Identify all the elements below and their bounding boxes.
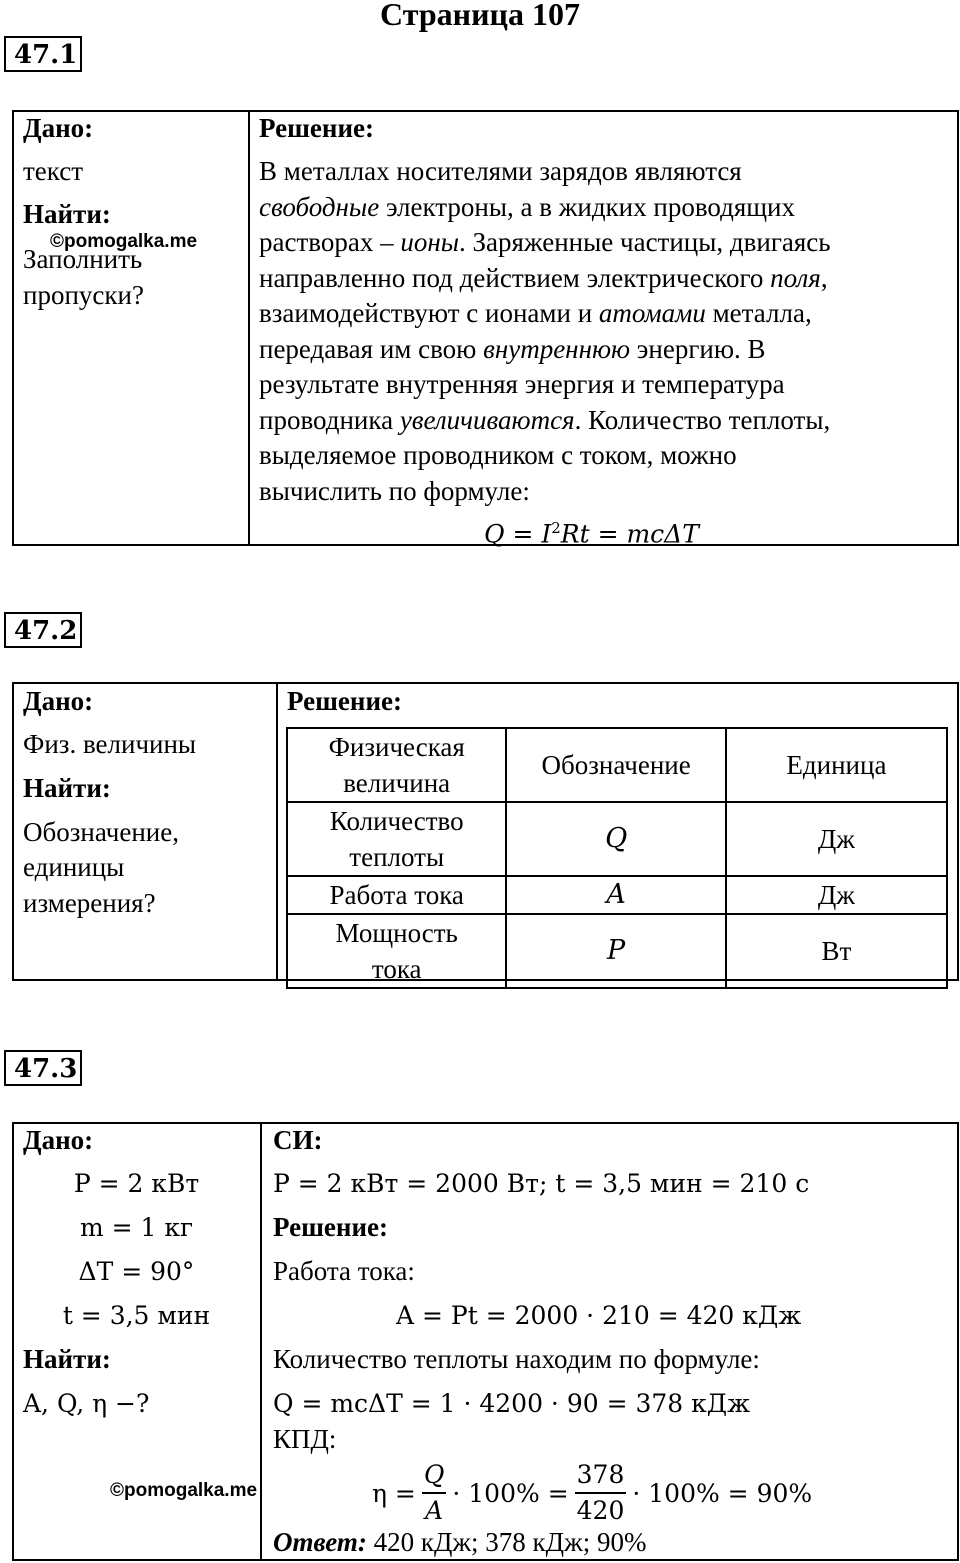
cell-quantity: Мощность тока — [287, 914, 506, 988]
solution-step-heat: Количество теплоты находим по формуле: — [273, 1344, 760, 1374]
find-value-line1: Обозначение, — [23, 817, 179, 847]
header-symbol: Обозначение — [506, 728, 725, 802]
si-heading: СИ: — [273, 1125, 323, 1155]
watermark: ©pomogalka.me — [50, 231, 198, 252]
answer: Ответ: 420 кДж; 378 кДж; 90% — [273, 1527, 647, 1557]
find-value-line2: единицы — [23, 852, 125, 882]
table-row — [287, 914, 947, 988]
problem-label-47-3: 47.3 — [4, 1050, 82, 1086]
find-value-line3: измерения? — [23, 888, 156, 918]
problem-label-47-2: 47.2 — [4, 612, 82, 648]
column-divider — [260, 1124, 262, 1559]
header-unit: Единица — [726, 728, 947, 802]
given-temperature: ΔT = 90° — [78, 1257, 195, 1286]
solution-heading: Решение: — [259, 113, 374, 143]
find-heading: Найти: — [23, 1344, 111, 1374]
column-divider — [248, 112, 250, 544]
cell-unit: Дж — [726, 876, 947, 914]
cell-symbol: A — [506, 876, 725, 914]
given-value: текст — [23, 156, 84, 186]
given-power: P = 2 кВт — [73, 1169, 200, 1198]
given-time: t = 3,5 мин — [62, 1301, 211, 1330]
solution-heading: Решение: — [287, 686, 402, 716]
formula-heat: Q = mcΔT = 1 · 4200 · 90 = 378 кДж — [273, 1389, 751, 1418]
solution-heading: Решение: — [273, 1212, 388, 1242]
find-heading: Найти: — [23, 199, 111, 229]
fraction-q-over-a: $\frac{Q}{A}$ — [423, 1460, 445, 1525]
given-heading: Дано: — [23, 686, 94, 716]
header-quantity: Физическая величина — [287, 728, 506, 802]
find-value-line2: пропуски? — [23, 280, 144, 310]
cell-unit: Вт — [726, 914, 947, 988]
given-heading: Дано: — [23, 1125, 94, 1155]
find-value: A, Q, η −? — [23, 1389, 150, 1418]
column-divider — [276, 684, 278, 979]
solution-text: В металлах носителями зарядов являются свободные электроны, а в жидких проводящих растворах – ионы. Заряженные частицы, двигаясь направленно под действием электрического поля, взаимодействуют с ионами и атомами металла, передавая им свою внутреннюю энергию. В результате внутренняя энергия и температура проводника увеличиваются. Количество теплоты, выделяемое проводником с током, можно вычислить по формуле: — [259, 156, 831, 506]
cell-quantity: Количество теплоты — [287, 802, 506, 876]
problem-label-47-1: 47.1 — [4, 36, 82, 72]
find-heading: Найти: — [23, 773, 111, 803]
table-row — [287, 802, 947, 876]
quantities-table — [286, 727, 948, 989]
formula-work: A = Pt = 2000 · 210 = 420 кДж — [396, 1301, 802, 1330]
watermark: ©pomogalka.me — [110, 1480, 258, 1501]
given-heading: Дано: — [23, 113, 94, 143]
cell-unit: Дж — [726, 802, 947, 876]
page-title: Страница 107 — [380, 0, 580, 32]
cell-quantity: Работа тока — [287, 876, 506, 914]
given-value: Физ. величины — [23, 729, 197, 759]
solution-step-work: Работа тока: — [273, 1256, 415, 1286]
table-header-row — [287, 728, 947, 802]
formula-joule-lenz: $Q = I^2Rt = mc\Delta T$ — [484, 519, 699, 549]
fraction-378-over-420: $\frac{378}{420}$ — [576, 1460, 625, 1525]
solution-step-efficiency: КПД: — [273, 1424, 337, 1454]
cell-symbol: Q — [506, 802, 725, 876]
formula-efficiency: η = $\frac{Q}{A}$ · 100% = $\frac{378}{420}$ · 100% = 90% — [372, 1456, 812, 1530]
table-row — [287, 876, 947, 914]
given-mass: m = 1 кг — [79, 1213, 194, 1242]
find-value-line1: Заполнить — [23, 244, 143, 274]
si-conversion: P = 2 кВт = 2000 Вт; t = 3,5 мин = 210 с — [273, 1169, 810, 1198]
cell-symbol: P — [506, 914, 725, 988]
